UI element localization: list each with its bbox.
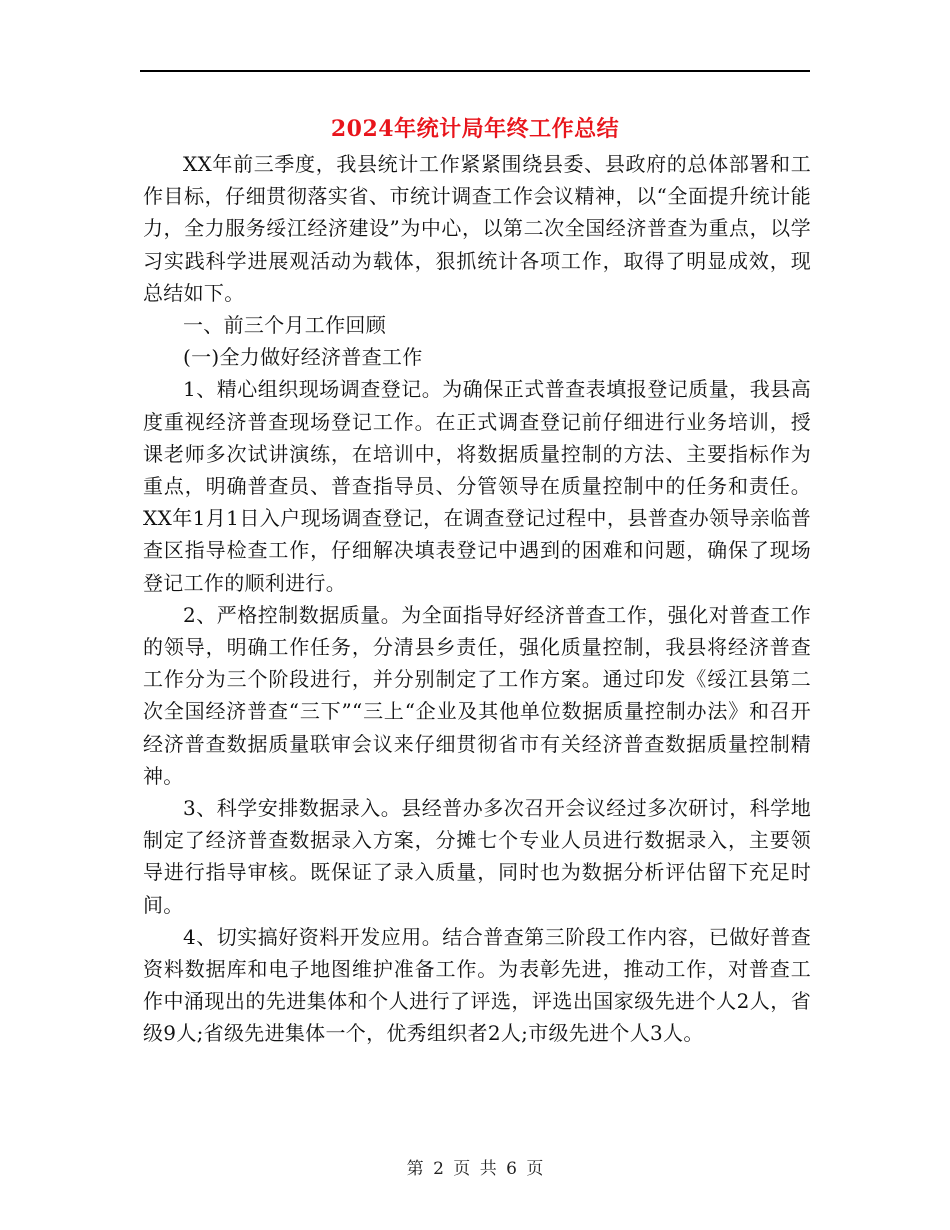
- header-rule: [140, 70, 810, 72]
- section-heading-1: 一、前三个月工作回顾: [183, 313, 386, 338]
- document-title: 2024年统计局年终工作总结: [330, 116, 620, 142]
- paragraph-item-3: 3、科学安排数据录入。县经普办多次召开会议经过多次研讨，科学地制定了经济普查数据录入方案，分摊七个专业人员进行数据录入，主要领导进行指导审核。既保证了录入质量，同时也为数据分析评估留下充足时间。: [143, 796, 811, 917]
- paragraph-item-2: 2、严格控制数据质量。为全面指导好经济普查工作，强化对普查工作的领导，明确工作任务，分清县乡责任，强化质量控制，我县将经济普查工作分为三个阶段进行，并分别制定了工作方案。通过印发《绥江县第二次全国经济普查“三下”“三上“企业及其他单位数据质量控制办法》和召开经济普查数据质量联审会议来仔细贯彻省市有关经济普查数据质量控制精神。: [143, 602, 811, 788]
- paragraph-item-1: 1、精心组织现场调查登记。为确保正式普查表填报登记质量，我县高度重视经济普查现场登记工作。在正式调查登记前仔细进行业务培训，授课老师多次试讲演练，在培训中，将数据质量控制的方法、主要指标作为重点，明确普查员、普查指导员、分管领导在质量控制中的任务和责任。XX年1月1日入户现场调查登记，在调查登记过程中，县普查办领导亲临普查区指导检查工作，仔细解决填表登记中遇到的困难和问题，确保了现场登记工作的顺利进行。: [143, 377, 811, 595]
- page-number-footer: 第 2 页 共 6 页: [406, 1159, 544, 1179]
- document-body: [143, 148, 811, 1050]
- paragraph-intro: XX年前三季度，我县统计工作紧紧围绕县委、县政府的总体部署和工作目标，仔细贯彻落实省、市统计调查工作会议精神，以“全面提升统计能力，全力服务绥江经济建设”为中心，以第二次全国经济普查为重点，以学习实践科学进展观活动为载体，狠抓统计各项工作，取得了明显成效，现总结如下。: [143, 152, 811, 305]
- subsection-heading-1: (一)全力做好经济普查工作: [183, 345, 423, 370]
- paragraph-item-4: 4、切实搞好资料开发应用。结合普查第三阶段工作内容，已做好普查资料数据库和电子地图维护准备工作。为表彰先进，推动工作，对普查工作中涌现出的先进集体和个人进行了评选，评选出国家级先进个人2人，省级9人;省级先进集体一个，优秀组织者2人;市级先进个人3人。: [143, 924, 811, 1046]
